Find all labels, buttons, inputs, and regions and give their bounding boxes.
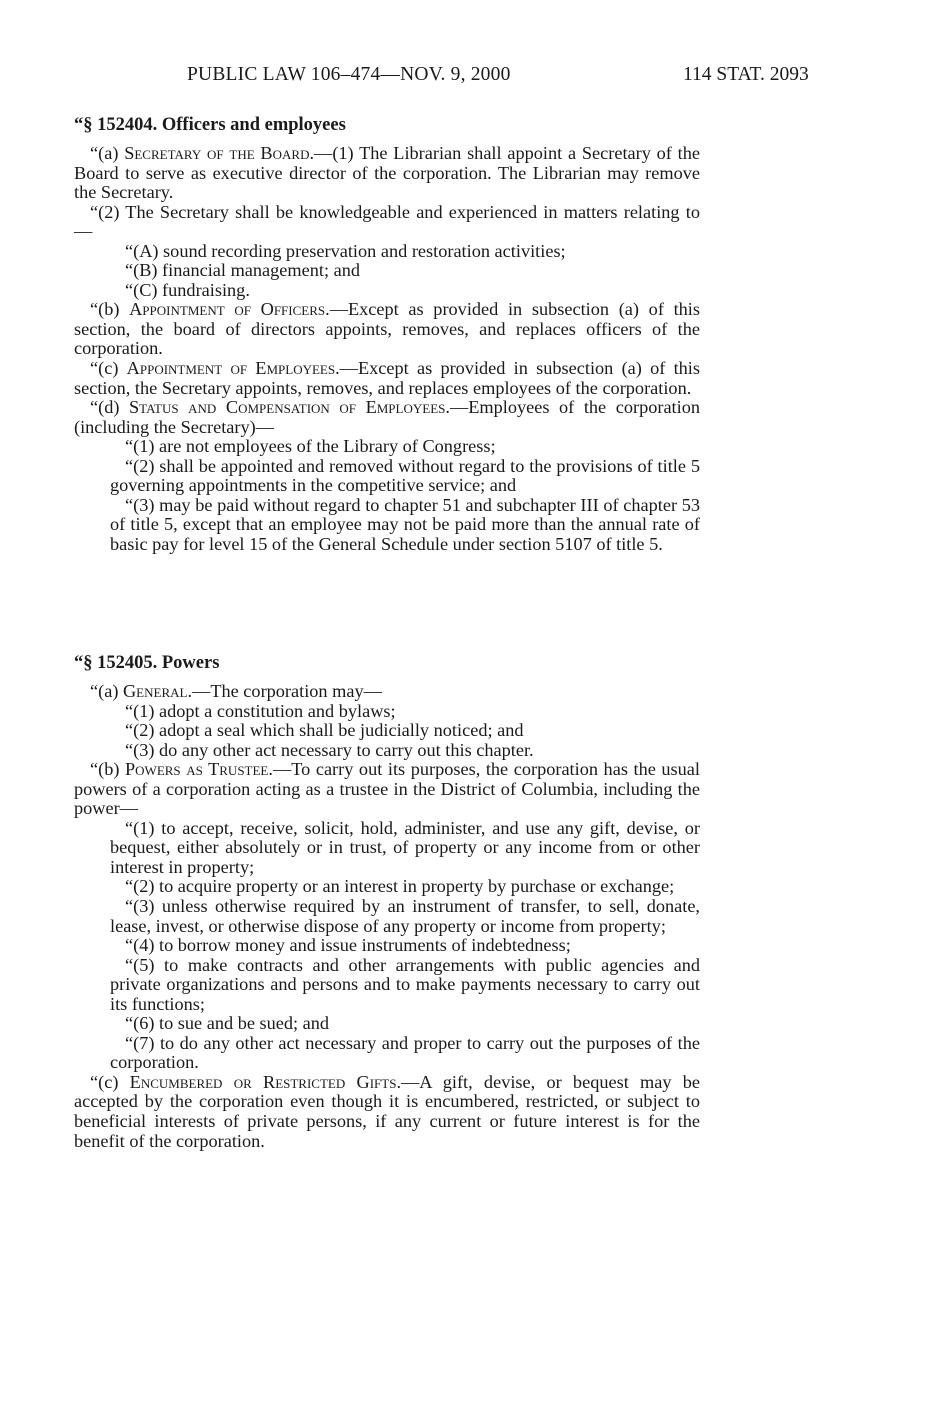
paragraph-b bbox=[74, 300, 700, 359]
para-lead: “(c) bbox=[90, 358, 127, 379]
paragraph-a bbox=[74, 682, 700, 702]
subsection-heading: Powers as Trustee bbox=[125, 759, 269, 780]
item-b-4: “(4) to borrow money and issue instruments of indebtedness; bbox=[125, 935, 571, 956]
para-text: .—Employees of the corporation (including the Secretary)— bbox=[74, 397, 700, 437]
para-text: .—(1) The Librarian shall appoint a Secretary of the Board to serve as executive director of the corporation. The Librarian may remove the Secretary. bbox=[74, 143, 701, 203]
item-d-2: “(2) shall be appointed and removed without regard to the provisions of title 5 governing appointments in the competitive service; and bbox=[110, 455, 700, 496]
item-b-3: “(3) unless otherwise required by an instrument of transfer, to sell, donate, lease, invest, or otherwise dispose of any property or income from property; bbox=[110, 896, 700, 936]
para-lead: “(a) bbox=[90, 143, 125, 163]
item-a-1: “(1) adopt a constitution and bylaws; bbox=[125, 700, 396, 721]
item-b-2: “(2) to acquire property or an interest in property by purchase or exchange; bbox=[125, 876, 675, 897]
item-d-1: “(1) are not employees of the Library of Congress; bbox=[125, 436, 496, 457]
para-lead: “(b) bbox=[90, 759, 125, 780]
subsection-heading: Appointment of Employees bbox=[126, 358, 336, 379]
item-d-3: “(3) may be paid without regard to chapter 51 and subchapter III of chapter 53 of title 5, except that an employee may not be paid more than the annual rate of basic pay for level 15 of the General Schedule under section 5107 of title 5. bbox=[110, 494, 700, 554]
item-a-3: “(3) do any other act necessary to carry out this chapter. bbox=[125, 739, 534, 760]
para-text: .—A gift, devise, or bequest may be accepted by the corporation even though it is encumbered, restricted, or subject to beneficial interests of private persons, if any current or future interest is for the benefit of the corporation. bbox=[74, 1071, 701, 1151]
item-b-1: “(1) to accept, receive, solicit, hold, administer, and use any gift, devise, or bequest, either absolutely or in trust, of property or any income from or other interest in property; bbox=[110, 817, 700, 877]
item-b-6: “(6) to sue and be sued; and bbox=[125, 1013, 330, 1034]
item-b-5: “(5) to make contracts and other arrangements with public agencies and private organizations and persons and to make payments necessary to carry out its functions; bbox=[110, 954, 700, 1014]
item-b-7: “(7) to do any other act necessary and proper to carry out the purposes of the corporation. bbox=[110, 1032, 700, 1073]
paragraph-b bbox=[74, 760, 700, 819]
para-text: .—Except as provided in subsection (a) of this section, the board of directors appoints, removes, and replaces officers of the corporation. bbox=[74, 299, 700, 359]
header-stat-page: 114 STAT. 2093 bbox=[683, 64, 809, 85]
paragraph-d bbox=[74, 398, 700, 437]
para-lead: “(a) bbox=[90, 681, 123, 701]
header-title: PUBLIC LAW 106–474—NOV. 9, 2000 bbox=[187, 64, 511, 85]
paragraph-a bbox=[74, 144, 700, 203]
item-C: “(C) fundraising. bbox=[125, 279, 250, 300]
running-header bbox=[0, 64, 943, 92]
section-152405-body bbox=[74, 682, 700, 1151]
section-152404-body bbox=[74, 144, 700, 554]
subsection-heading: Status and Compensation of Employees bbox=[129, 397, 446, 418]
para-text: .—To carry out its purposes, the corporation has the usual powers of a corporation acting as a trustee in the District of Columbia, including the power— bbox=[74, 759, 700, 819]
paragraph-c bbox=[74, 1073, 700, 1151]
item-A: “(A) sound recording preservation and restoration activities; bbox=[125, 240, 566, 261]
subsection-heading: Encumbered or Restricted Gifts bbox=[129, 1071, 397, 1092]
para-text: .—The corporation may— bbox=[187, 681, 382, 701]
subsection-heading: General bbox=[122, 681, 188, 701]
para-lead: “(c) bbox=[90, 1071, 130, 1092]
item-B: “(B) financial management; and bbox=[125, 260, 361, 281]
subsection-heading: Secretary of the Board bbox=[124, 143, 310, 163]
section-152405-heading: “§ 152405. Powers bbox=[74, 653, 220, 673]
para-lead: “(b) bbox=[90, 299, 130, 320]
paragraph-c bbox=[74, 359, 700, 398]
section-152404-heading: “§ 152404. Officers and employees bbox=[74, 115, 346, 135]
paragraph-a-2: “(2) The Secretary shall be knowledgeable and experienced in matters relating to— bbox=[74, 201, 700, 242]
item-a-2: “(2) adopt a seal which shall be judicially noticed; and bbox=[125, 720, 524, 741]
para-lead: “(d) bbox=[90, 397, 130, 418]
subsection-heading: Appointment of Officers bbox=[129, 299, 326, 320]
para-text: .—Except as provided in subsection (a) of this section, the Secretary appoints, removes, and replaces employees of the corporation. bbox=[74, 358, 700, 398]
